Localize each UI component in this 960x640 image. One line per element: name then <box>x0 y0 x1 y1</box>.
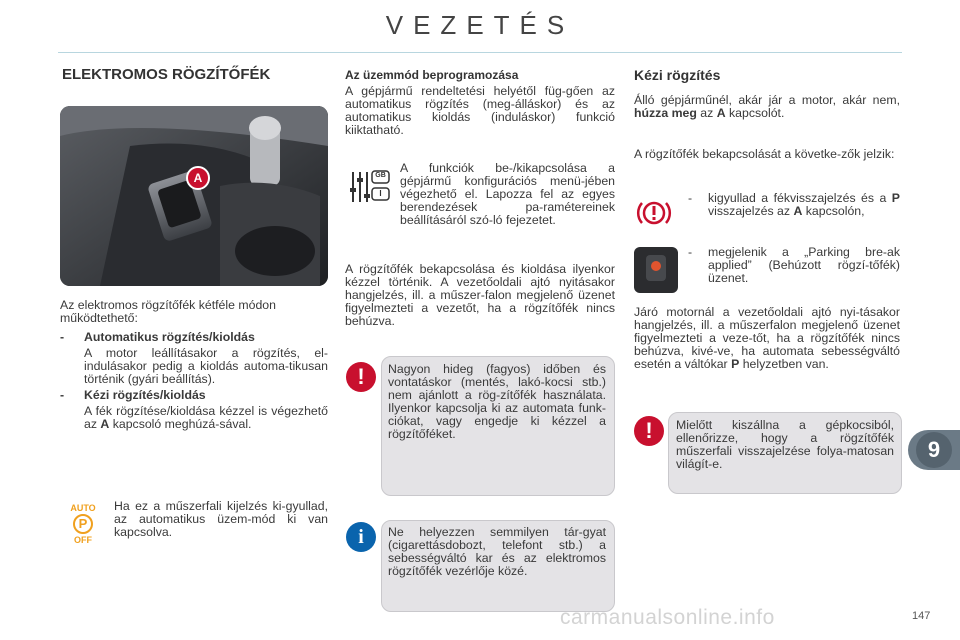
section-heading: ELEKTROMOS RÖGZÍTŐFÉK <box>62 66 271 83</box>
gb-label: GB <box>375 172 386 179</box>
warning-icon-2: ! <box>634 416 664 446</box>
auto-off-text: Ha ez a műszerfali kijelzés ki-gyullad, az automatikus üzem-mód ki van kapcsolva. <box>114 499 328 539</box>
item-1-dash: - <box>60 330 65 344</box>
chapter-tab[interactable] <box>908 430 960 470</box>
programming-text: A gépjármű rendeltetési helyétől füg-gően az automatikus rögzítés (meg-álláskor) és az automatikus kioldás (induláskor) funkció kiiktatható. <box>345 84 615 137</box>
item-2-text: A fék rögzítése/kioldása kézzel is végezhető az A kapcsoló meghúzá-sával. <box>84 404 328 431</box>
console-illustration <box>60 106 328 286</box>
cold-weather-warning-text: Nagyon hideg (fagyos) időben és vontatáskor (mentés, lakó-kocsi stb.) nem ajánlott a rög-zítőfék használata. Ilyenkor kapcsolja ki az automata funk-ciókat, vagy engedje ki kézzel a rögzítőféket. <box>388 362 606 441</box>
item-2-title: Kézi rögzítés/kioldás <box>84 388 206 402</box>
info-icon: i <box>346 522 376 552</box>
leave-vehicle-warning-text: Mielőtt kiszállna a gépkocsiból, ellenőrizze, hogy a rögzítőfék műszerfali visszajelzése folya-matosan világít-e. <box>676 418 894 471</box>
door-open-warning-text: Járó motornál a vezetőoldali ajtó nyi-tásakor hangjelzés, ill. a műszerfalon megjelenő üzenet figyelmezteti a veze-tőt, ha a rögzítőfék nincs behúzva, kivé-ve, ha automata sebességváltó esetén a váltókar P helyzetben van. <box>634 305 900 371</box>
off-label: OFF <box>74 535 92 545</box>
item-1-text: A motor leállításakor a rögzítés, el-indulásakor pedig a kioldás automa-tikusan történik (gyári beállítás). <box>84 346 328 386</box>
parking-switch-icon <box>634 247 678 293</box>
chapter-number: 9 <box>916 432 952 468</box>
bullet-1-dash: - <box>688 191 693 205</box>
indicators-intro: A rögzítőfék bekapcsolását a követke-zők jelzik: <box>634 147 895 161</box>
i-label: I <box>379 189 382 198</box>
switch-a-label: A <box>193 171 203 185</box>
watermark: carmanualsonline.info <box>560 606 775 629</box>
manual-engage-text: Álló gépjárműnél, akár jár a motor, akár nem, húzza meg az A kapcsolót. <box>634 93 900 120</box>
auto-label: AUTO <box>70 503 96 513</box>
title-divider <box>58 52 902 53</box>
programming-heading: Az üzemmód beprogramozása <box>345 68 519 82</box>
configuration-text: A funkciók be-/kikapcsolása a gépjármű konfigurációs menü-jében végezhető el. Lapozza fel az egyes berendezések pa-ramétereinek beállításáról szó-ló fejezetet. <box>400 161 615 227</box>
item-1-title: Automatikus rögzítés/kioldás <box>84 330 255 344</box>
console-photo <box>60 106 328 286</box>
auto-p-off-icon <box>66 503 100 547</box>
p-circle-icon: P <box>73 514 93 534</box>
item-2-dash: - <box>60 388 65 402</box>
bullet-1-text: kigyullad a fékvisszajelzés és a P visszajelzés az A kapcsolón, <box>708 191 900 218</box>
page-title: VEZETÉS <box>385 10 575 40</box>
switch-a-marker <box>186 166 210 190</box>
info-text: Ne helyezzen semmilyen tár-gyat (cigarettásdobozt, telefont stb.) a sebességváltó kar és az elektromos rögzítőfék vezérlője közé. <box>388 525 606 578</box>
brake-warning-icon <box>636 198 672 228</box>
bullet-2-text: megjelenik a „Parking bre-ak applied” (Behúzott rögzí-tőfék) üzenet. <box>708 245 900 285</box>
warning-icon: ! <box>346 362 376 392</box>
page-number: 147 <box>912 610 931 622</box>
settings-menu-icon <box>348 166 392 206</box>
manual-operation-text: A rögzítőfék bekapcsolása és kioldása ilyenkor kézzel történik. A vezetőoldali ajtó nyitásakor hangjelzés, ill. a műszer-falon megjelenő üzenet figyelmezteti a vezetőt, ha a rögzítőfék nincs behúzva. <box>345 262 615 328</box>
manual-engage-heading: Kézi rögzítés <box>634 67 721 83</box>
intro-text: Az elektromos rögzítőfék kétféle módon működtethető: <box>60 298 276 325</box>
bullet-2-dash: - <box>688 245 693 259</box>
